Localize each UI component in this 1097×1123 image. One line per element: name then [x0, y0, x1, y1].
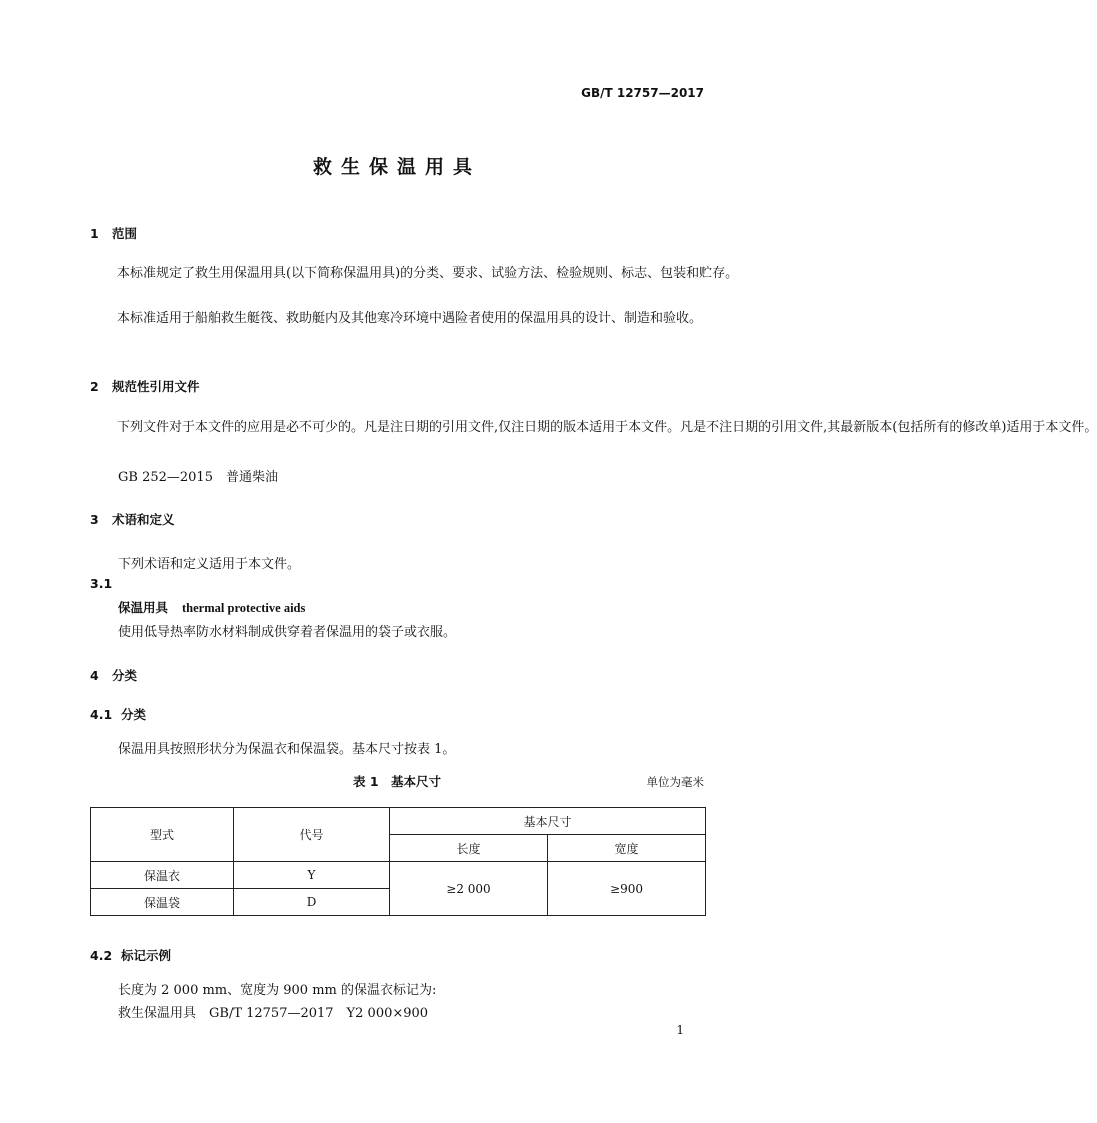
cell-code: D — [234, 889, 390, 916]
marking-example: 救生保温用具 GB/T 12757—2017 Y2 000×900 — [118, 1006, 429, 1021]
cell-code: Y — [234, 862, 390, 889]
cell-type: 保温袋 — [91, 889, 234, 916]
section-number: 3 — [90, 512, 99, 527]
section-title: 范围 — [112, 226, 138, 241]
table-basic-dimensions — [90, 807, 706, 916]
section-3-heading — [90, 510, 175, 528]
section-title: 术语和定义 — [112, 512, 175, 527]
cell-width-value: ≥900 — [548, 862, 706, 916]
cell-type: 保温衣 — [91, 862, 234, 889]
section-number: 1 — [90, 226, 99, 241]
subsection-4-2-paragraph: 长度为 2 000 mm、宽度为 900 mm 的保温衣标记为: — [118, 983, 437, 998]
subsection-number: 4.2 — [90, 948, 113, 963]
header-code: 代号 — [234, 808, 390, 862]
term-chinese: 保温用具 — [118, 600, 169, 615]
section-1-paragraph-2: 本标准适用于船舶救生艇筏、救助艇内及其他寒冷环境中遇险者使用的保温用具的设计、制造和验收。 — [117, 311, 703, 326]
term-english: thermal protective aids — [182, 601, 306, 615]
term-entry — [118, 598, 305, 616]
section-title: 规范性引用文件 — [112, 379, 200, 394]
cell-length-value: ≥2 000 — [390, 862, 548, 916]
header-length: 长度 — [390, 835, 548, 862]
table-row — [91, 862, 706, 889]
section-1-heading — [90, 224, 137, 242]
subsection-4-1-heading — [90, 705, 146, 723]
table-unit-note: 单位为毫米 — [646, 775, 704, 789]
section-2-paragraph-1: 下列文件对于本文件的应用是必不可少的。凡是注日期的引用文件,仅注日期的版本适用于本文件。凡是不注日期的引用文件,其最新版本(包括所有的修改单)适用于本文件。 — [117, 420, 1097, 435]
standard-number-header: GB/T 12757—2017 — [581, 86, 704, 100]
section-number: 2 — [90, 379, 99, 394]
header-width: 宽度 — [548, 835, 706, 862]
subsection-title: 分类 — [121, 707, 147, 722]
section-4-heading — [90, 666, 137, 684]
section-3-paragraph: 下列术语和定义适用于本文件。 — [118, 557, 301, 572]
section-title: 分类 — [112, 668, 138, 683]
subsection-4-1-paragraph: 保温用具按照形状分为保温衣和保温袋。基本尺寸按表 1。 — [118, 742, 456, 757]
page-number: 1 — [676, 1023, 684, 1037]
subsection-number: 4.1 — [90, 707, 113, 722]
section-number: 4 — [90, 668, 99, 683]
header-basic-size: 基本尺寸 — [390, 808, 706, 835]
page-title: 救生保温用具 — [312, 156, 481, 178]
subsection-title: 标记示例 — [121, 948, 172, 963]
table-caption: 表 1 基本尺寸 — [352, 774, 442, 789]
term-definition: 使用低导热率防水材料制成供穿着者保温用的袋子或衣服。 — [118, 625, 457, 640]
header-type: 型式 — [91, 808, 234, 862]
section-1-paragraph-1: 本标准规定了救生用保温用具(以下简称保温用具)的分类、要求、试验方法、检验规则、标志、包装和贮存。 — [117, 266, 739, 281]
normative-reference: GB 252—2015 普通柴油 — [118, 470, 278, 485]
subsection-4-2-heading — [90, 946, 171, 964]
term-number: 3.1 — [90, 576, 113, 591]
section-2-heading — [90, 377, 200, 395]
